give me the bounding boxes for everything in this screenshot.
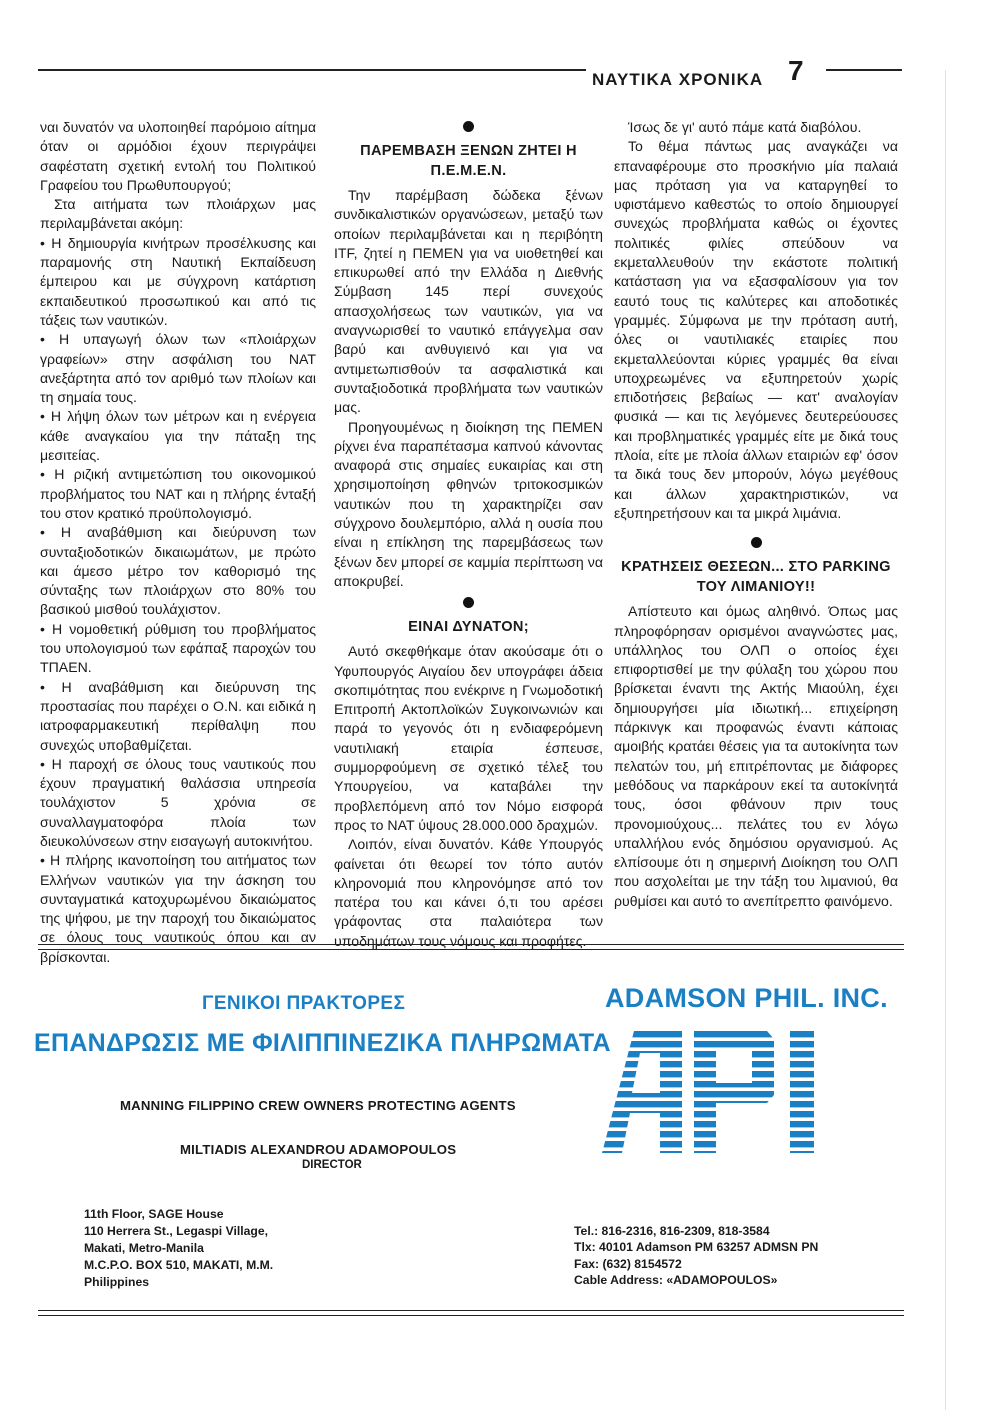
article-heading: ΕΙΝΑΙ ΔΥΝΑΤΟΝ; (408, 619, 529, 636)
ad-subheading: ΕΠΑΝΔΡΩΣΙΣ ΜΕ ΦΙΛΙΠΠΙΝΕΖΙΚΑ ΠΛΗΡΩΜΑΤΑ (34, 1029, 611, 1057)
article-paragraph: Την παρέμβαση δώδεκα ξένων συνδικαλιστικών οργανώσεων, μεταξύ των οποίων περιλαμβάνεται και η περιβόητη ITF, ζητεί η ΠΕΜΕΝ για να υιοθετηθεί και επικυρωθεί από την Ελλάδα η Διεθνής Σύμβαση 145 περί συνεχούς απασχολήσεως των ναυτικών, για να αναγνωρισθεί το ναυτικό επάγγελμα σαν βαρύ και ανθυγιεινό και για να αντιμετωπισθούν τα ασφαλιστικά και συνταξιοδοτικά προβλήματα των ναυτικών μας. (334, 187, 603, 416)
company-name: ADAMSON PHIL. INC. (605, 983, 888, 1013)
page-fold-line (945, 70, 946, 1410)
address-line: 110 Herrera St., Legaspi Village, (84, 1223, 269, 1238)
section-dot-icon (751, 537, 762, 548)
article-paragraph: Αυτό σκεφθήκαμε όταν ακούσαμε ότι ο Υφυπουργός Αιγαίου δεν υπογράφει άδεια σκοπιμότητας που ενέκρινε η Γνωμοδοτική Επιτροπή Ακτοπλοϊκών Συγκοινωνιών και παρά το γεγονός ότι η ενδιαφερόμενη ναυτιλιακή εταιρία έσπευσε, συμμορφούμενη σε σχετικό τέλεξ του Υπουργείου, να καταβάλει την προβλεπόμενη από τον Νόμο εισφορά προς το ΝΑΤ ύψους 28.000.000 δραχμών. (334, 643, 603, 833)
article-paragraph: Στα αιτήματα των πλοιάρχων μας περιλαμβάνεται ακόμη: (40, 196, 316, 232)
article-paragraph: Ίσως δε γι' αυτό πάμε κατά διαβόλου. (628, 119, 862, 135)
article-heading: ΚΡΑΤΗΣΕΙΣ ΘΕΣΕΩΝ... ΣΤΟ PARKING ΤΟΥ ΛΙΜΑΝΙΟΥ!! (621, 559, 891, 596)
article-paragraph: ναι δυνατόν να υλοποιηθεί παρόμοιο αίτημα όταν οι αρμόδιοι έχουν περιγράψει σαφέστατη σχετική εντολή του Πολιτικού Γραφείου του Πρωθυπουργού; (40, 119, 316, 193)
bullet-item: • Η υπαγωγή όλων των «πλοιάρχων γραφείων» στην ασφάλιση του ΝΑΤ ανεξάρτητα από τον αριθμό των πλοίων και τη σημαία τους. (40, 331, 316, 406)
ad-heading: ΓΕΝΙΚΟΙ ΠΡΑΚΤΟΡΕΣ (202, 993, 406, 1014)
article-paragraph: Απίστευτο και όμως αληθινό. Όπως μας πληροφόρησαν ορισμένοι αναγνώστες μας, υπάλληλος του ΟΛΠ ο οποίος έχει επιφορτισθεί με την φύλαξη του χώρου που βρίσκεται έναντι της Ακτής Μιαούλη, έχει δημιουργήσει μία ιδιωτική... επιχείρηση πάρκινγκ και προφανώς έναντι κάποιας αμοιβής κρατάει θέσεις για τα αυτοκίνητα των πελατών του, μή επιτρέποντας με διάφορες μεθόδους να παρκάρουν εκεί τα αυτοκίνητά τους, όσοι φθάνουν πριν τους προνομιούχους... πελάτες του εν λόγω υπαλλήλου ενός δημόσιου οργανισμού. Ας ελπίσουμε ότι η σημερινή Διοίκηση του ΟΛΠ που ασχολείται με την τάξη του λιμανιού, θα ρυθμίσει και αυτό το ανεπίτρεπτο φαινόμενο. (614, 603, 898, 909)
article-paragraph: Λοιπόν, είναι δυνατόν. Κάθε Υπουργός φαίνεται ότι θεωρεί τον τόπο αυτόν κληρονομιά που κληρονόμησε από τον πατέρα του και κάνει ό,τι του αρέσει γράφοντας στα παλαιότερα των υποδημάτων τους νόμους και προφήτες. (334, 836, 603, 949)
article-heading: ΠΑΡΕΜΒΑΣΗ ΞΕΝΩΝ ΖΗΤΕΙ Η Π.Ε.Μ.Ε.Ν. (360, 143, 577, 179)
bullet-item: • Η νομοθετική ρύθμιση του προβλήματος του υπολογισμού των εφάπαξ παροχών του ΤΠΑΕΝ. (40, 620, 316, 676)
header-rule-right (826, 69, 902, 71)
ad-top-rule (38, 949, 904, 950)
section-dot-icon (463, 121, 474, 132)
address-line: 11th Floor, SAGE House (84, 1207, 224, 1221)
ad-bottom-rule (38, 1310, 904, 1311)
address-line: Makati, Metro-Manila (84, 1240, 204, 1255)
bullet-item: • Η αναβάθμιση και διεύρυνση της προστασίας που παρέχει ο Ο.Ν. και ειδικά η ιατροφαρμακευτική περίθαλψη που συνεχώς υποβαθμίζεται. (40, 678, 316, 753)
bullet-item: • Η λήψη όλων των μέτρων και η ενέργεια κάθε αναγκαίου για την πάταξη της μεσιτείας. (40, 408, 316, 464)
article-paragraph: Προηγουμένως η διοίκηση της ΠΕΜΕΝ ρίχνει ένα παραπέτασμα καπνού κάνοντας αναφορά στις σημαίες ευκαιρίας και στη χρησιμοποίηση φθηνών τριτοκοσμικών ναυτικών που τη χαρακτηρίζει σαν σύγχρονο δουλεμπόριο, αλλά η ουσία που είναι η επίκληση της παρεμβάσεως των ξένων δεν μπορεί σε καμμία περίπτωση να αποκρυβεί. (334, 418, 603, 589)
article-column-1 (40, 118, 316, 967)
header-rule-left (38, 69, 586, 71)
contact-line: Fax: (632) 8154572 (574, 1256, 682, 1271)
contact-line: Tel.: 816-2316, 816-2309, 818-3584 (574, 1224, 770, 1238)
page-number: 7 (788, 55, 804, 86)
bullet-item: • Η δημιουργία κινήτρων προσέλκυσης και παραμονής στη Ναυτική Εκπαίδευση έμπειρου και με σύγχρονη κατάρτιση εκπαιδευτικού προσωπικού και από τις τάξεις των ναυτικών. (40, 234, 316, 328)
company-contact (574, 1223, 818, 1288)
director-title: DIRECTOR (302, 1159, 362, 1171)
ad-top-rule (38, 944, 904, 945)
section-dot-icon (463, 597, 474, 608)
bullet-item: • Η πλήρης ικανοποίηση του αιτήματος των Ελλήνων ναυτικών για την άσκηση του συνταγματικά κατοχυρωμένου δικαιώματος της ψήφου, με την παροχή του δικαιώματος σε όλους τους ναυτικούς όπου και αν βρίσκονται. (40, 852, 316, 965)
ad-bottom-rule (38, 1315, 904, 1316)
company-address (84, 1206, 273, 1291)
bullet-item: • Η αναβάθμιση και διεύρυνση των συνταξιοδοτικών δικαιωμάτων, με πρώτο και άμεσο μέτρο τον καθορισμό της σύνταξης των πλοιάρχων στο 80% του βασικού μισθού τουλάχιστον. (40, 524, 316, 618)
article-column-3 (614, 118, 898, 911)
ad-tagline: MANNING FILIPPINO CREW OWNERS PROTECTING AGENTS (120, 1098, 516, 1113)
director-name: MILTIADIS ALEXANDROU ADAMOPOULOS (180, 1142, 457, 1157)
bullet-item: • Η παροχή σε όλους τους ναυτικούς που έχουν πραγματική θαλάσσια υπηρεσία τουλάχιστον 5 χρόνια σε συναλλαγματοφόρα πλοία των διευκολύνσεων στην εισαγωγή αυτοκινήτου. (40, 755, 316, 849)
article-column-2 (334, 118, 603, 951)
bullet-item: • Η ριζική αντιμετώπιση του οικονομικού προβλήματος του ΝΑΤ και η πλήρης ένταξή του στον κρατικό προϋπολογισμό. (40, 466, 316, 521)
api-logo-icon (602, 1031, 862, 1153)
address-line: Philippines (84, 1274, 150, 1289)
contact-line: Cable Address: «ADAMOPOULOS» (574, 1272, 778, 1287)
contact-line: Tlx: 40101 Adamson PM 63257 ADMSN PN (574, 1240, 819, 1255)
publication-title: ΝΑΥΤΙΚΑ ΧΡΟΝΙΚΑ (592, 70, 764, 89)
article-paragraph: Το θέμα πάντως μας αναγκάζει να επαναφέρουμε στο προσκήνιο μία παλαιά μας πρόταση για να καταργηθεί το υφιστάμενο καθεστώς το οποίο δημιουργεί συνεχώς προβλήματα καθώς οι έχοντες πολιτικές φιλίες σπεύδουν να εκμεταλλευθούν την εκάστοτε πολιτική κατάσταση για να εξασφαλίσουν για τον εαυτό τους τις καλύτερες και αποδοτικές γραμμές. Σύμφωνα με την πρόταση αυτή, όλες οι ναυτιλιακές εταιρίες που εκμεταλλεύονται κύριες γραμμές θα είναι υποχρεωμένες να εξυπηρετούν χωρίς επιδοτήσεις βεβαίως — κατ' αναλογίαν φυσικά — και τις λεγόμενες δευτερεύουσες και προβληματικές γραμμές είτε με δικά τους πλοία, είτε με πλοία άλλων εταιριών εφ' όσον τα δικά τους δεν μπορούν, λόγω μεγέθους και άλλων χαρακτηριστικών, να εξυπηρετήσουν και τα μικρά λιμάνια. (614, 138, 898, 521)
address-line: M.C.P.O. BOX 510, MAKATI, M.M. (84, 1257, 274, 1272)
